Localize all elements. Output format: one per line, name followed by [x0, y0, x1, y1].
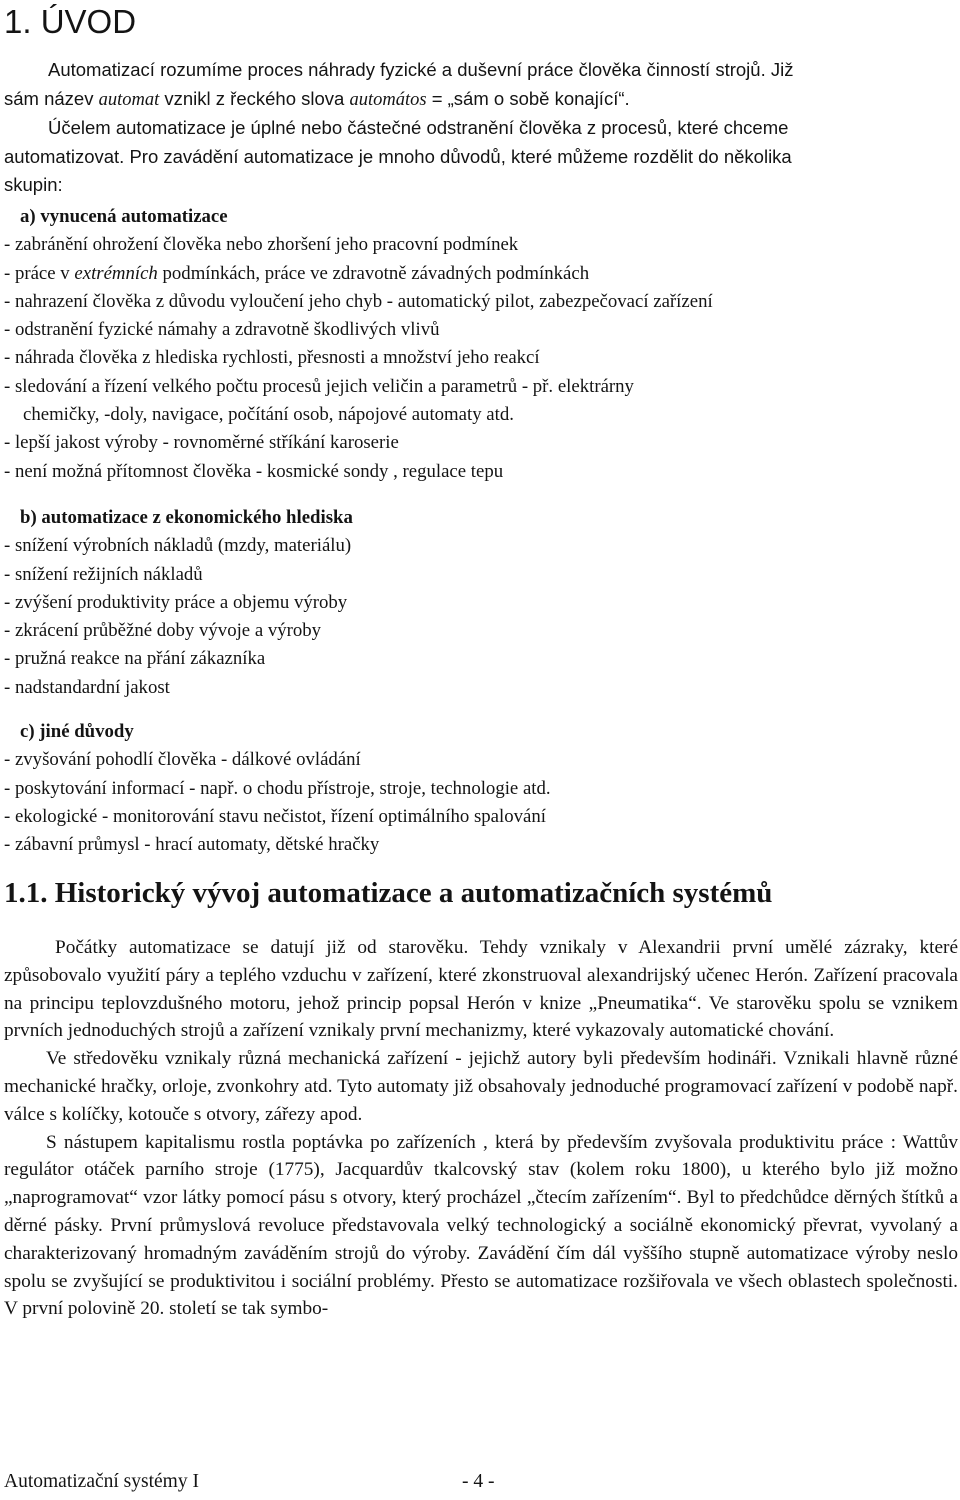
list-item-text: podmínkách, práce ve zdravotně závadných podmínkách — [157, 262, 590, 284]
intro-line: skupin: — [4, 174, 63, 195]
list-item: - snížení výrobních nákladů (mzdy, materiálu) — [4, 535, 352, 557]
list-item: - odstranění fyzické námahy a zdravotně škodlivých vlivů — [4, 319, 440, 341]
group-c-title: c) jiné důvody — [20, 721, 134, 742]
paragraph: Počátky automatizace se datují již od starověku. Tehdy vznikaly v Alexandrii první umělé zázraky, které způsobovalo využití páry a teplého vzduchu v zařízení, které zkonstruoval alexandrijský učenec Herón. Zařízení pracovala na principu teplovzdušného motoru, jehož princip popsal Herón v knize „Pneumatika“. Ve starověku spolu se vznikem prvních jednoduchých strojů a zařízení vznikaly první mechanizmy, které vykazovaly automatické chování. — [4, 937, 958, 1042]
list-item: - zábavní průmysl - hrací automaty, dětské hračky — [4, 834, 380, 856]
list-item: - zvyšování pohodlí člověka - dálkové ovládání — [4, 749, 361, 771]
footer-title: Automatizační systémy I — [4, 1471, 199, 1492]
list-item-text: - práce v — [4, 262, 75, 284]
list-item-emphasis: extrémních — [74, 262, 158, 284]
intro-text: sám název — [4, 87, 99, 109]
intro-text: = „sám o sobě konající“. — [426, 87, 630, 109]
list-item: - lepší jakost výroby - rovnoměrné stříkání karoserie — [4, 432, 399, 454]
group-b-title: b) automatizace z ekonomického hlediska — [20, 507, 353, 528]
list-item: - sledování a řízení velkého počtu procesů jejich veličin a parametrů - př. elektrárny — [4, 375, 634, 397]
group-a-title: a) vynucená automatizace — [20, 206, 228, 227]
list-item-continuation: chemičky, -doly, navigace, počítání osob, nápojové automaty atd. — [23, 404, 514, 426]
intro-line: automatizovat. Pro zavádění automatizace je mnoho důvodů, které můžeme rozdělit do několika — [4, 145, 792, 167]
paragraph: Ve středověku vznikaly různá mechanická zařízení - jejichž autory byli především hodináři. Vznikali hlavně různé mechanické hračky, orloje, zvonkohry atd. Tyto automaty již obsahovaly jednoduché programovací zařízení v podobě např. válce s kolíčky, kotouče s otvory, zářezy apod. — [4, 1048, 958, 1125]
intro-block — [4, 56, 958, 200]
intro-line: Automatizací rozumíme proces náhrady fyzické a duševní práce člověka činností strojů. Již — [48, 59, 794, 80]
intro-term: automat — [98, 89, 160, 110]
group-a — [4, 203, 958, 486]
section-title: 1.1. Historický vývoj automatizace a automatizačních systémů — [4, 877, 773, 909]
list-item: - zabránění ohrožení člověka nebo zhoršení jeho pracovní podmínek — [4, 234, 519, 256]
list-item: - nadstandardní jakost — [4, 676, 170, 698]
list-item: - není možná přítomnost člověka - kosmické sondy , regulace tepu — [4, 460, 504, 482]
intro-line: Účelem automatizace je úplné nebo částečné odstranění člověka z procesů, které chceme — [48, 117, 789, 138]
intro-line — [4, 85, 958, 115]
section-body — [4, 934, 958, 1323]
list-item: - poskytování informací - např. o chodu přístroje, stroje, technologie atd. — [4, 777, 551, 799]
list-item: - náhrada člověka z hlediska rychlosti, přesnosti a množství jeho reakcí — [4, 347, 540, 369]
list-item: - nahrazení člověka z důvodu vyloučení jeho chyb - automatický pilot, zabezpečovací zařízení — [4, 290, 713, 312]
intro-term: automátos — [349, 89, 427, 110]
paragraph: S nástupem kapitalismu rostla poptávka po zařízeních , která by především zvyšovala produktivitu práce : Wattův regulátor otáček parního stroje (1775), Jacquardův tkalcovský stav (kolem roku 1800), u kterého bylo již možno „naprogramovat“ vzor látky pomocí pásu s otvory, který procházel „čtecím zařízením“. Byl to předchůdce děrných štítků a děrné pásky. První průmyslová revoluce představovala velký technologický a sociálně ekonomický převrat, vyvolaný a charakterizovaný hromadným zaváděním strojů do výroby. Zavádění čím dál vyššího stupně automatizace výroby neslo spolu se zvyšující se produktivitou i sociální problémy. Přesto se automatizace rozšiřovala ve všech oblastech společnosti. V první polovině 20. století se tak symbo- — [4, 1131, 958, 1320]
group-b — [4, 504, 958, 702]
list-item: - zvýšení produktivity práce a objemu výroby — [4, 591, 348, 613]
list-item: - pružná reakce na přání zákazníka — [4, 648, 266, 670]
intro-text: vznikl z řeckého slova — [159, 87, 350, 109]
list-item: - ekologické - monitorování stavu nečistot, řízení optimálního spalování — [4, 805, 546, 827]
page-title: 1. ÚVOD — [4, 3, 137, 40]
list-item: - zkrácení průběžné doby vývoje a výroby — [4, 620, 322, 642]
list-item: - snížení režijních nákladů — [4, 563, 203, 585]
group-c — [4, 718, 958, 859]
list-item — [4, 260, 958, 288]
page-number: - 4 - — [462, 1471, 495, 1492]
